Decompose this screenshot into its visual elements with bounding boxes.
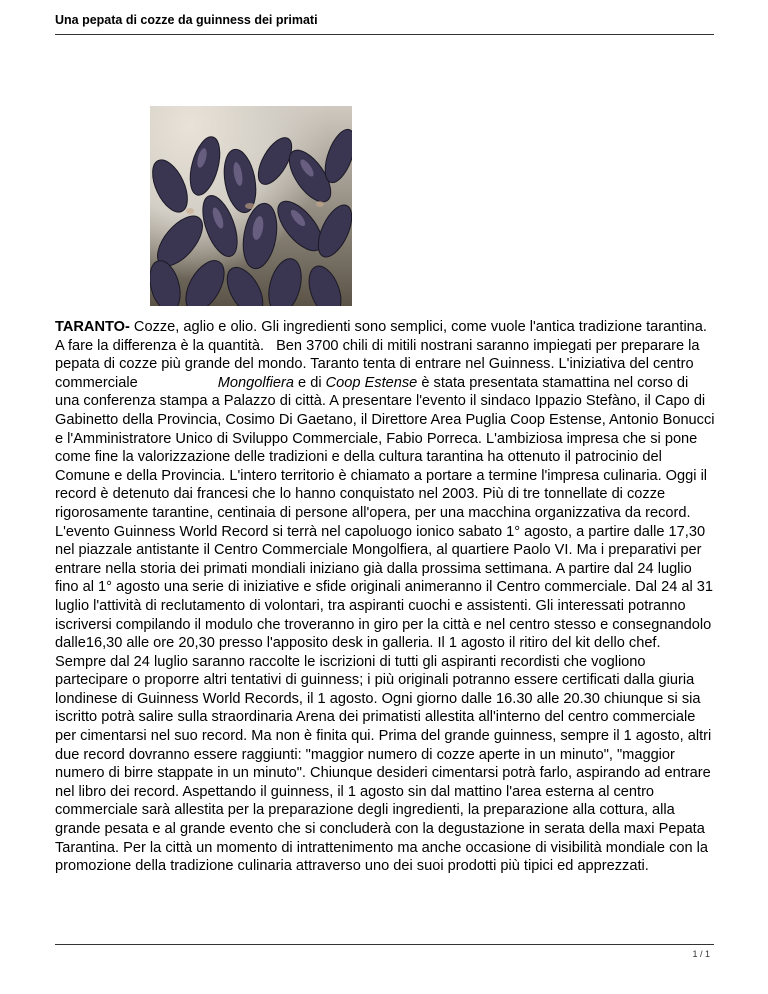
conjunction-text: e di [293, 374, 326, 391]
article-body [55, 318, 715, 876]
article-paragraph-1: Cozze, aglio e olio. Gli ingredienti sono semplici, come vuole l'antica tradizione tarantina. A fare la differenza è la quantità. [55, 319, 707, 354]
page-number: 1 / 1 [692, 949, 710, 959]
mongolfiera-name: Mongolfiera [217, 374, 294, 391]
document-title: Una pepata di cozze da guinness dei primati [55, 13, 318, 27]
header-divider [55, 34, 714, 35]
article-paragraph-3: è stata presentata stamattina nel corso di una conferenza stampa a Palazzo di città. A presentare l'evento il sindaco Ippazio Stefàno, il Capo di Gabinetto della Provincia, Cosimo Di Gaetano, il Direttore Area Puglia Coop Estense, Antonio Bonucci e l'Amministratore Unico di Sviluppo Commerciale, Fabio Porreca. L'ambiziosa impresa che si pone come fine la valorizzazione delle tradizioni e della cultura tarantina ha ottenuto il patrocinio del Comune e della Provincia. L'intero territorio è chiamato a portare a termine l'impresa culinaria. Oggi il record è detenuto dai francesi che lo hanno conquistato nel 2003. Più di tre tonnellate di cozze rigorosamente tarantine, centinaia di persone all'opera, per una macchina organizzativa da record. L'evento Guinness World Record si terrà nel capoluogo ionico sabato 1° agosto, a partire dalle 17,30 nel piazzale antistante il Centro Commerciale Mongolfiera, al quartiere Paolo VI. Ma i preparativi per entrare nella storia dei primati mondiali iniziano già dalla prossima settimana. A partire dal 24 luglio fino al 1° agosto una serie di iniziative e sfide originali animeranno il Centro commerciale. Dal 24 al 31 luglio l'attività di reclutamento di volontari, tra aspiranti cuochi e assistenti. Gli interessati potranno iscriversi compilando il modulo che troveranno in giro per la città e nel centro stesso e consegnandolo dalle16,30 alle ore 20,30 presso l'apposito desk in galleria. Il 1 agosto il ritiro del kit dello chef. Sempre dal 24 luglio saranno raccolte le iscrizioni di tutti gli aspiranti recordisti che vogliono partecipare o proporre altri tentativi di guinness; i più originali potranno essere certificati dalla giuria londinese di Guinness World Records, il 1 agosto. Ogni giorno dalle 16.30 alle 20.30 chiunque si sia iscritto potrà salire sulla straordinaria Arena dei primatisti allestita all'interno del centro commerciale per cimentarsi nel suo record. Ma non è finita qui. Prima del grande guinness, sempre il 1 agosto, altri due record dovranno essere raggiunti: "maggior numero di cozze aperte in un minuto", "maggior numero di birre stappate in un minuto". Chiunque desideri cimentarsi potrà farlo, aspirando ad entrare nel libro dei record. Aspettando il guinness, il 1 agosto sin dal mattino l'area esterna al centro commerciale sarà allestita per la preparazione degli ingredienti, la preparazione alla cottura, alla grande pesata e al grande evento che si concluderà con la degustazione in serata della maxi Pepata Tarantina. Per la città un momento di intrattenimento ma anche occasione di visibilità mondiale con la promozione della tradizione culinaria attraverso uno dei suoi prodotti più tipici ed apprezzati. [55, 374, 715, 875]
mussels-photo [150, 106, 352, 306]
coop-estense-name: Coop Estense [325, 374, 418, 391]
article-lead: TARANTO- [55, 319, 130, 335]
footer-divider [55, 944, 714, 945]
article-paragraph-2: Ben 3700 chili di mitili nostrani saranno impiegati per preparare la pepata di cozze più grande del mondo. Taranto tenta di entrare nel Guinness. L'iniziativa del centro commerciale [55, 337, 700, 391]
